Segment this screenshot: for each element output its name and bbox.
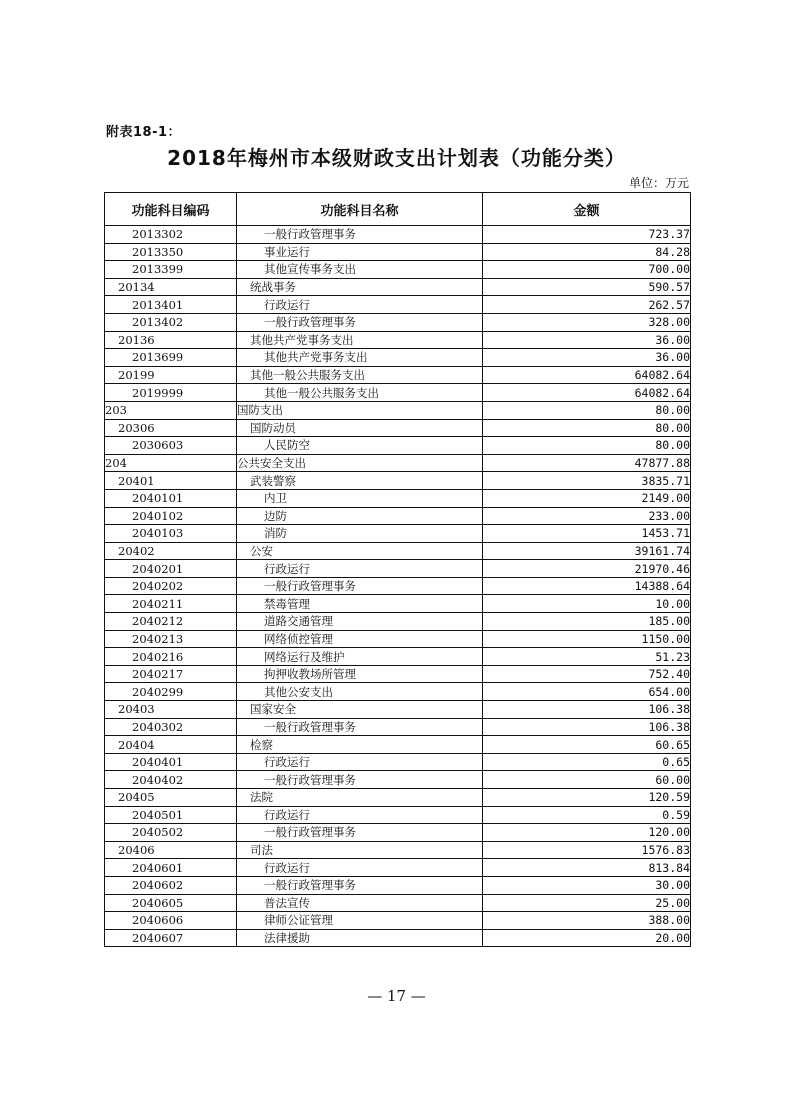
- row-amount: 120.59: [483, 789, 691, 807]
- row-name: 司法: [237, 841, 483, 859]
- row-name: 道路交通管理: [237, 613, 483, 631]
- row-code: 2040213: [105, 630, 237, 648]
- row-code: 204: [105, 454, 237, 472]
- attachment-label: 附表18-1：: [106, 125, 182, 140]
- row-name: 国家安全: [237, 701, 483, 719]
- table-row: [105, 313, 691, 331]
- table-row: [105, 859, 691, 877]
- table-row: [105, 331, 691, 349]
- row-amount: 233.00: [483, 507, 691, 525]
- row-amount: 80.00: [483, 401, 691, 419]
- row-amount: 47877.88: [483, 454, 691, 472]
- row-name: 行政运行: [237, 560, 483, 578]
- table-row: [105, 701, 691, 719]
- row-amount: 2149.00: [483, 489, 691, 507]
- table-row: [105, 261, 691, 279]
- row-amount: 1150.00: [483, 630, 691, 648]
- row-amount: 654.00: [483, 683, 691, 701]
- row-amount: 25.00: [483, 894, 691, 912]
- table-row: [105, 771, 691, 789]
- row-name: 行政运行: [237, 806, 483, 824]
- table-body: [105, 226, 691, 947]
- table-row: [105, 296, 691, 314]
- row-name: 普法宣传: [237, 894, 483, 912]
- row-code: 2040302: [105, 718, 237, 736]
- row-code: 2040202: [105, 577, 237, 595]
- table-row: [105, 613, 691, 631]
- row-code: 203: [105, 401, 237, 419]
- table-row: [105, 489, 691, 507]
- row-name: 网络运行及维护: [237, 648, 483, 666]
- row-amount: 36.00: [483, 349, 691, 367]
- row-name: 拘押收教场所管理: [237, 665, 483, 683]
- table-row: [105, 525, 691, 543]
- row-name: 一般行政管理事务: [237, 718, 483, 736]
- table-row: [105, 876, 691, 894]
- row-amount: 3835.71: [483, 472, 691, 490]
- row-amount: 0.65: [483, 753, 691, 771]
- row-code: 2040217: [105, 665, 237, 683]
- row-name: 检察: [237, 736, 483, 754]
- row-amount: 80.00: [483, 419, 691, 437]
- row-name: 一般行政管理事务: [237, 226, 483, 244]
- row-code: 2040607: [105, 929, 237, 947]
- row-code: 2040299: [105, 683, 237, 701]
- table-row: [105, 736, 691, 754]
- row-amount: 1576.83: [483, 841, 691, 859]
- row-amount: 36.00: [483, 331, 691, 349]
- table-row: [105, 648, 691, 666]
- table-row: [105, 437, 691, 455]
- row-name: 网络侦控管理: [237, 630, 483, 648]
- table-row: [105, 595, 691, 613]
- table-row: [105, 683, 691, 701]
- row-name: 人民防空: [237, 437, 483, 455]
- row-code: 2040216: [105, 648, 237, 666]
- row-name: 武装警察: [237, 472, 483, 490]
- table-row: [105, 349, 691, 367]
- table-row: [105, 472, 691, 490]
- row-amount: 64082.64: [483, 366, 691, 384]
- row-code: 2040211: [105, 595, 237, 613]
- row-amount: 1453.71: [483, 525, 691, 543]
- row-code: 20404: [105, 736, 237, 754]
- row-amount: 262.57: [483, 296, 691, 314]
- row-amount: 51.23: [483, 648, 691, 666]
- row-name: 行政运行: [237, 753, 483, 771]
- row-code: 20199: [105, 366, 237, 384]
- table-row: [105, 384, 691, 402]
- row-name: 一般行政管理事务: [237, 771, 483, 789]
- header-amount: 金额: [483, 193, 691, 226]
- row-amount: 10.00: [483, 595, 691, 613]
- row-name: 边防: [237, 507, 483, 525]
- expenditure-table: [104, 192, 691, 947]
- row-name: 法律援助: [237, 929, 483, 947]
- row-code: 2013402: [105, 313, 237, 331]
- row-name: 统战事务: [237, 278, 483, 296]
- row-code: 20403: [105, 701, 237, 719]
- table-row: [105, 630, 691, 648]
- row-code: 2040606: [105, 912, 237, 930]
- row-code: 2040605: [105, 894, 237, 912]
- row-amount: 700.00: [483, 261, 691, 279]
- row-amount: 30.00: [483, 876, 691, 894]
- row-name: 禁毒管理: [237, 595, 483, 613]
- row-code: 20136: [105, 331, 237, 349]
- row-name: 消防: [237, 525, 483, 543]
- row-code: 2019999: [105, 384, 237, 402]
- row-amount: 590.57: [483, 278, 691, 296]
- row-amount: 388.00: [483, 912, 691, 930]
- table-row: [105, 929, 691, 947]
- table-row: [105, 560, 691, 578]
- row-code: 2040601: [105, 859, 237, 877]
- table-row: [105, 243, 691, 261]
- row-code: 2013401: [105, 296, 237, 314]
- table-row: [105, 226, 691, 244]
- row-code: 2040201: [105, 560, 237, 578]
- row-name: 一般行政管理事务: [237, 313, 483, 331]
- row-name: 其他一般公共服务支出: [237, 384, 483, 402]
- row-code: 2040212: [105, 613, 237, 631]
- row-name: 行政运行: [237, 859, 483, 877]
- row-amount: 60.65: [483, 736, 691, 754]
- row-name: 法院: [237, 789, 483, 807]
- row-amount: 60.00: [483, 771, 691, 789]
- row-name: 公安: [237, 542, 483, 560]
- table-row: [105, 419, 691, 437]
- row-name: 一般行政管理事务: [237, 824, 483, 842]
- table-row: [105, 841, 691, 859]
- row-code: 2030603: [105, 437, 237, 455]
- row-name: 其他共产党事务支出: [237, 349, 483, 367]
- row-code: 2040103: [105, 525, 237, 543]
- row-code: 2040402: [105, 771, 237, 789]
- table-header-row: [105, 193, 691, 226]
- row-code: 20405: [105, 789, 237, 807]
- row-amount: 14388.64: [483, 577, 691, 595]
- row-name: 事业运行: [237, 243, 483, 261]
- row-name: 内卫: [237, 489, 483, 507]
- row-amount: 752.40: [483, 665, 691, 683]
- row-code: 20402: [105, 542, 237, 560]
- row-amount: 84.28: [483, 243, 691, 261]
- row-code: 2040102: [105, 507, 237, 525]
- row-code: 2013350: [105, 243, 237, 261]
- row-code: 2040602: [105, 876, 237, 894]
- row-name: 其他公安支出: [237, 683, 483, 701]
- row-name: 国防支出: [237, 401, 483, 419]
- row-code: 2040401: [105, 753, 237, 771]
- row-code: 2040502: [105, 824, 237, 842]
- table-row: [105, 824, 691, 842]
- document-title: 2018年梅州市本级财政支出计划表（功能分类）: [167, 146, 626, 170]
- row-amount: 106.38: [483, 718, 691, 736]
- row-name: 一般行政管理事务: [237, 876, 483, 894]
- row-code: 20401: [105, 472, 237, 490]
- row-amount: 813.84: [483, 859, 691, 877]
- page-number: — 17 —: [367, 987, 426, 1005]
- table-row: [105, 753, 691, 771]
- table-row: [105, 454, 691, 472]
- row-amount: 120.00: [483, 824, 691, 842]
- table-row: [105, 789, 691, 807]
- row-name: 国防动员: [237, 419, 483, 437]
- row-name: 其他一般公共服务支出: [237, 366, 483, 384]
- row-amount: 20.00: [483, 929, 691, 947]
- row-amount: 80.00: [483, 437, 691, 455]
- table-row: [105, 542, 691, 560]
- table-row: [105, 806, 691, 824]
- row-amount: 39161.74: [483, 542, 691, 560]
- row-code: 20134: [105, 278, 237, 296]
- row-name: 其他宣传事务支出: [237, 261, 483, 279]
- table-row: [105, 665, 691, 683]
- table-row: [105, 278, 691, 296]
- row-amount: 328.00: [483, 313, 691, 331]
- row-code: 2013699: [105, 349, 237, 367]
- table-row: [105, 577, 691, 595]
- row-amount: 0.59: [483, 806, 691, 824]
- row-name: 其他共产党事务支出: [237, 331, 483, 349]
- table-row: [105, 718, 691, 736]
- table-row: [105, 401, 691, 419]
- table-row: [105, 894, 691, 912]
- header-name: 功能科目名称: [237, 193, 483, 226]
- row-amount: 106.38: [483, 701, 691, 719]
- row-amount: 723.37: [483, 226, 691, 244]
- row-code: 20406: [105, 841, 237, 859]
- row-name: 律师公证管理: [237, 912, 483, 930]
- table-row: [105, 507, 691, 525]
- row-name: 行政运行: [237, 296, 483, 314]
- row-amount: 185.00: [483, 613, 691, 631]
- row-name: 一般行政管理事务: [237, 577, 483, 595]
- unit-label: 单位：万元: [628, 176, 689, 190]
- row-amount: 21970.46: [483, 560, 691, 578]
- row-code: 2040101: [105, 489, 237, 507]
- table-row: [105, 912, 691, 930]
- row-code: 2040501: [105, 806, 237, 824]
- row-name: 公共安全支出: [237, 454, 483, 472]
- row-amount: 64082.64: [483, 384, 691, 402]
- header-code: 功能科目编码: [105, 193, 237, 226]
- table-row: [105, 366, 691, 384]
- row-code: 2013302: [105, 226, 237, 244]
- row-code: 2013399: [105, 261, 237, 279]
- row-code: 20306: [105, 419, 237, 437]
